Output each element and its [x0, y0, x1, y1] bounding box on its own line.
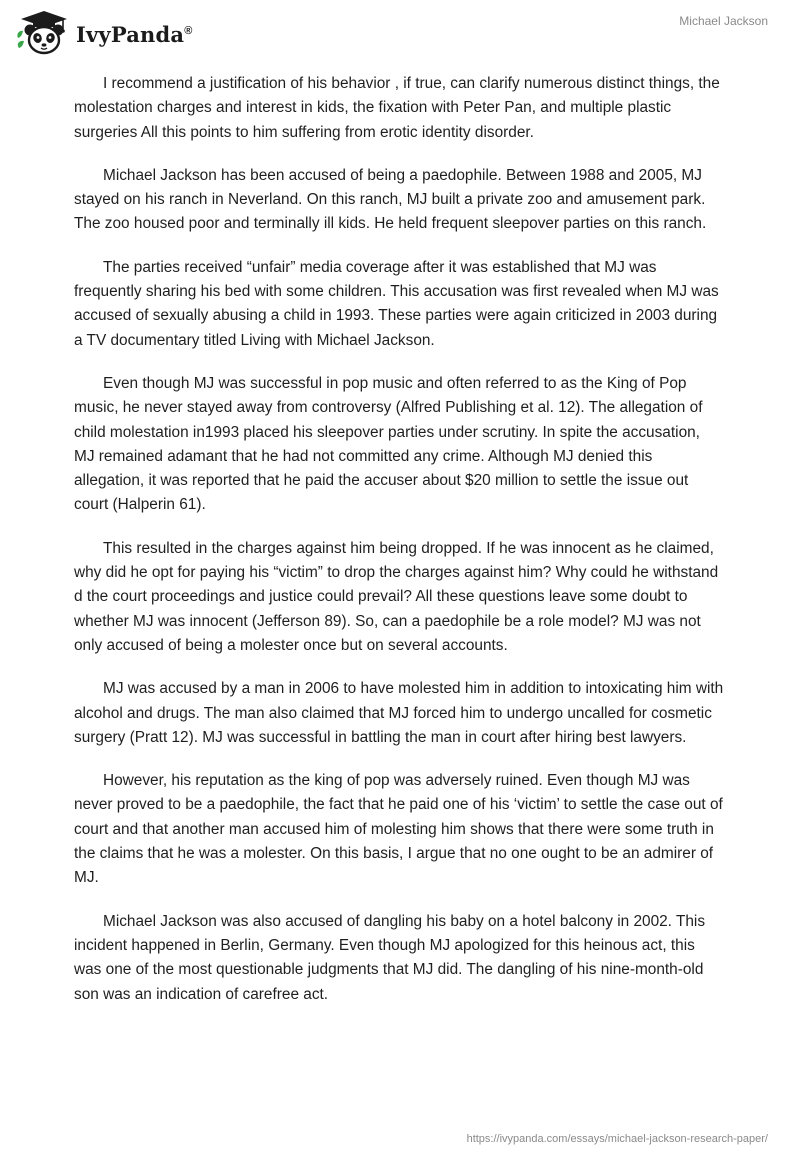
paragraph: The parties received “unfair” media coverage after it was established that MJ was frequently sharing his bed with some children. This accusation was first revealed when MJ was accused of sexually abusing a child in 1993. These parties were again criticized in 2003 during a TV documentary titled Living with Michael Jackson.	[74, 258, 719, 349]
panda-graduate-logo-icon	[14, 8, 70, 56]
paragraph: Michael Jackson has been accused of being a paedophile. Between 1988 and 2005, MJ stayed on his ranch in Neverland. On this ranch, MJ built a private zoo and amusement park. The zoo housed poor and terminally ill kids. He held frequent sleepover parties on this ranch.	[74, 166, 707, 233]
paragraph: MJ was accused by a man in 2006 to have molested him in addition to intoxicating him with alcohol and drugs. The man also claimed that MJ forced him to undergo uncalled for cosmetic surgery (Pratt 12). MJ was successful in battling the man in court after hiring best lawyers.	[74, 680, 724, 746]
essay-body	[74, 72, 724, 1026]
ivypanda-logo[interactable]	[14, 8, 193, 56]
brand-name: IvyPanda®	[76, 21, 193, 47]
page-header	[0, 0, 800, 64]
running-title: Michael Jackson	[679, 14, 768, 28]
source-url[interactable]: https://ivypanda.com/essays/michael-jackson-research-paper/	[466, 1133, 768, 1145]
paragraph: However, his reputation as the king of pop was adversely ruined. Even though MJ was never proved to be a paedophile, the fact that he paid one of his ‘victim’ to settle the case out of court and that another man accused him of molesting him shows that there were some truth in the claims that he was a molester. On this basis, I argue that no one ought to be an admirer of MJ.	[74, 772, 723, 887]
paragraph: I recommend a justification of his behavior , if true, can clarify numerous distinct things, the molestation charges and interest in kids, the fixation with Peter Pan, and multiple plastic surgeries All this points to him suffering from erotic identity disorder.	[74, 75, 720, 141]
paragraph: Michael Jackson was also accused of dangling his baby on a hotel balcony in 2002. This incident happened in Berlin, Germany. Even though MJ apologized for this heinous act, this was one of the most questionable judgments that MJ did. The dangling of his nine-month-old son was an indication of carefree act.	[74, 912, 706, 1003]
paragraph: Even though MJ was successful in pop music and often referred to as the King of Pop music, he never stayed away from controversy (Alfred Publishing et al. 12). The allegation of child molestation in1993 placed his sleepover parties under scrutiny. In spite the accusation, MJ remained adamant that he had not committed any crime. Although MJ denied this allegation, it was reported that he paid the accuser about $20 million to settle the issue out court (Halperin 61).	[74, 374, 703, 514]
paragraph: This resulted in the charges against him being dropped. If he was innocent as he claimed, why did he opt for paying his “victim” to drop the charges against him? Why could he withstand d the court proceedings and justice could prevail? All these questions leave some doubt to whether MJ was innocent (Jefferson 89). So, can a paedophile be a role model? MJ was not only accused of being a molester once but on several accounts.	[74, 539, 719, 654]
